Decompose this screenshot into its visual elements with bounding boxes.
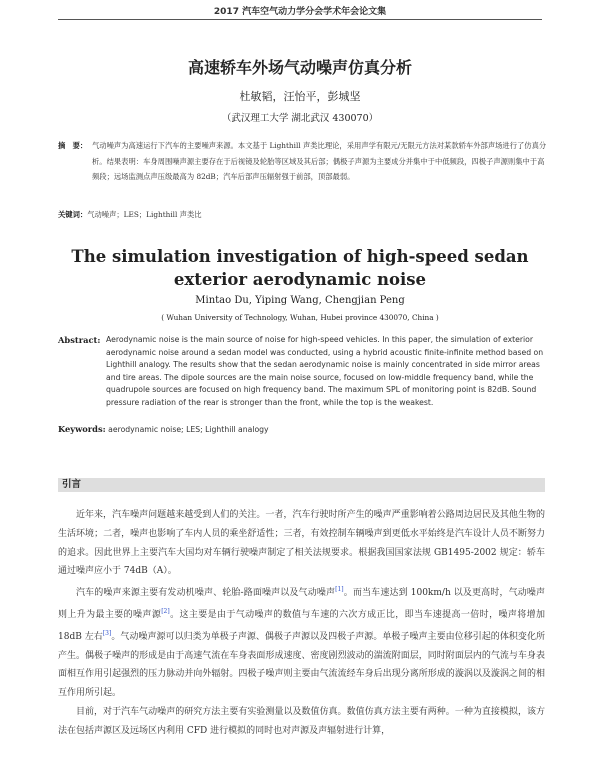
chinese-affiliation: （武汉理工大学 湖北武汉 430070） (221, 113, 379, 124)
english-abstract (58, 334, 548, 410)
body-paragraph-2-part-a: 汽车的噪声来源主要有发动机噪声、轮胎-路面噪声以及气动噪声 (76, 588, 336, 599)
chinese-abstract-label: 摘 要： (58, 141, 88, 150)
body-text (58, 506, 545, 741)
chinese-authors: 杜敏韬，汪怡平，彭城坚 (239, 90, 361, 103)
chinese-abstract-text: 气动噪声为高速运行下汽车的主要噪声来源。本文基于 Lighthill 声类比理论，采用声学有限元/无限元方法对某款轿车外部声场进行了仿真分析。结果表明：车身周围噪声源主要存在于后视镜及轮胎等区域及其后部；偶极子声源为主要成分并集中于中低频段，四极子声源则集中于高频段；远场监测点声压级最高为 82dB；汽车后部声压辐射强于前部，顶部最弱。 (92, 141, 547, 181)
chinese-abstract (58, 138, 548, 185)
running-header: 2017 汽车空气动力学分会学术年会论文集 (213, 7, 387, 17)
body-paragraph-2-part-b: 。而当车速达到 100km/h 以及更高时，气动噪声则上升为最主要的噪声源 (58, 588, 546, 620)
citation-1[interactable]: [1] (335, 586, 344, 594)
section-heading-bar (58, 478, 545, 492)
chinese-title: 高速轿车外场气动噪声仿真分析 (187, 58, 412, 77)
body-paragraph-2 (58, 581, 545, 703)
body-paragraph-3: 目前，对于汽车气动噪声的研究方法主要有实验测量以及数值仿真。数值仿真方法主要有两种。一种为直接模拟，该方法在包括声源区及远场区内利用 CFD 进行模拟的同时也对声源及声辐射进行计算， (58, 706, 545, 736)
body-paragraph-2-part-d: 。气动噪声源可以归类为单极子声源、偶极子声源以及四极子声源。单极子噪声主要由位移引起的体积变化所产生。偶极子噪声的形成是由于高速气流在车身表面形成速度、密度剧烈波动的湍流附面层，同时附面层内的气流与车身表面相互作用引起强烈的压力脉动并向外辐射。四极子噪声则主要由气流流经车身后出现分离所形成的漩涡以及漩涡之间的相互作用所引起。 (58, 631, 545, 699)
body-paragraph-1: 近年来，汽车噪声问题越来越受到人们的关注。一者，汽车行驶时所产生的噪声严重影响着公路周边居民及其他生物的生活环境；二者，噪声也影响了车内人员的乘坐舒适性；三者，有效控制车辆噪声到更低水平始终是汽车设计人员不断努力的追求。因此世界上主要汽车大国均对车辆行驶噪声制定了相关法规要求。根据我国国家法规 GB1495-2002 规定：轿车通过噪声应小于 74dB（A）。 (58, 510, 545, 577)
english-keywords-text: aerodynamic noise; LES; Lighthill analogy (105, 425, 269, 434)
english-title: The simulation investigation of high-speed sedan exterior aerodynamic noise (71, 247, 529, 289)
section-heading: 引言 (62, 479, 82, 490)
english-abstract-label: Abstract: (58, 335, 101, 345)
english-keywords (58, 423, 548, 436)
body-paragraph-2-part-c: 。这主要是由于气动噪声的数值与车速的六次方成正比，即当车速提高一倍时，噪声将增加 18dB 左右 (58, 609, 545, 642)
chinese-keywords-label: 关键词： (58, 210, 88, 219)
english-keywords-label: Keywords: (58, 424, 106, 434)
chinese-keywords-text: 气动噪声；LES；Lighthill 声类比 (87, 210, 202, 219)
english-affiliation: ( Wuhan University of Technology, Wuhan, Hubei province 430070, China ) (161, 313, 439, 322)
english-abstract-text: Aerodynamic noise is the main source of noise for high-speed vehicles. In this paper, the simulation of exterior aerodynamic noise around a sedan model was conducted, using a hybrid acoustic finite-infinite method based on Lighthill analogy. The results show that the sedan aerodynamic noise is mainly concentrated in side mirror areas and tire areas. The dipole sources are the main noise source, focused on low-middle frequency band, while the quadrupole sources are focused on high frequency band. The maximum SPL of monitoring point is 82dB. Sound pressure radiation of the rear is stronger than the front, while the top is the weakest. (106, 335, 544, 407)
header-rule (58, 19, 542, 20)
chinese-keywords (58, 209, 548, 221)
citation-3[interactable]: [3] (102, 629, 112, 637)
english-authors: Mintao Du, Yiping Wang, Chengjian Peng (195, 295, 405, 306)
citation-2[interactable]: [2] (161, 607, 170, 615)
